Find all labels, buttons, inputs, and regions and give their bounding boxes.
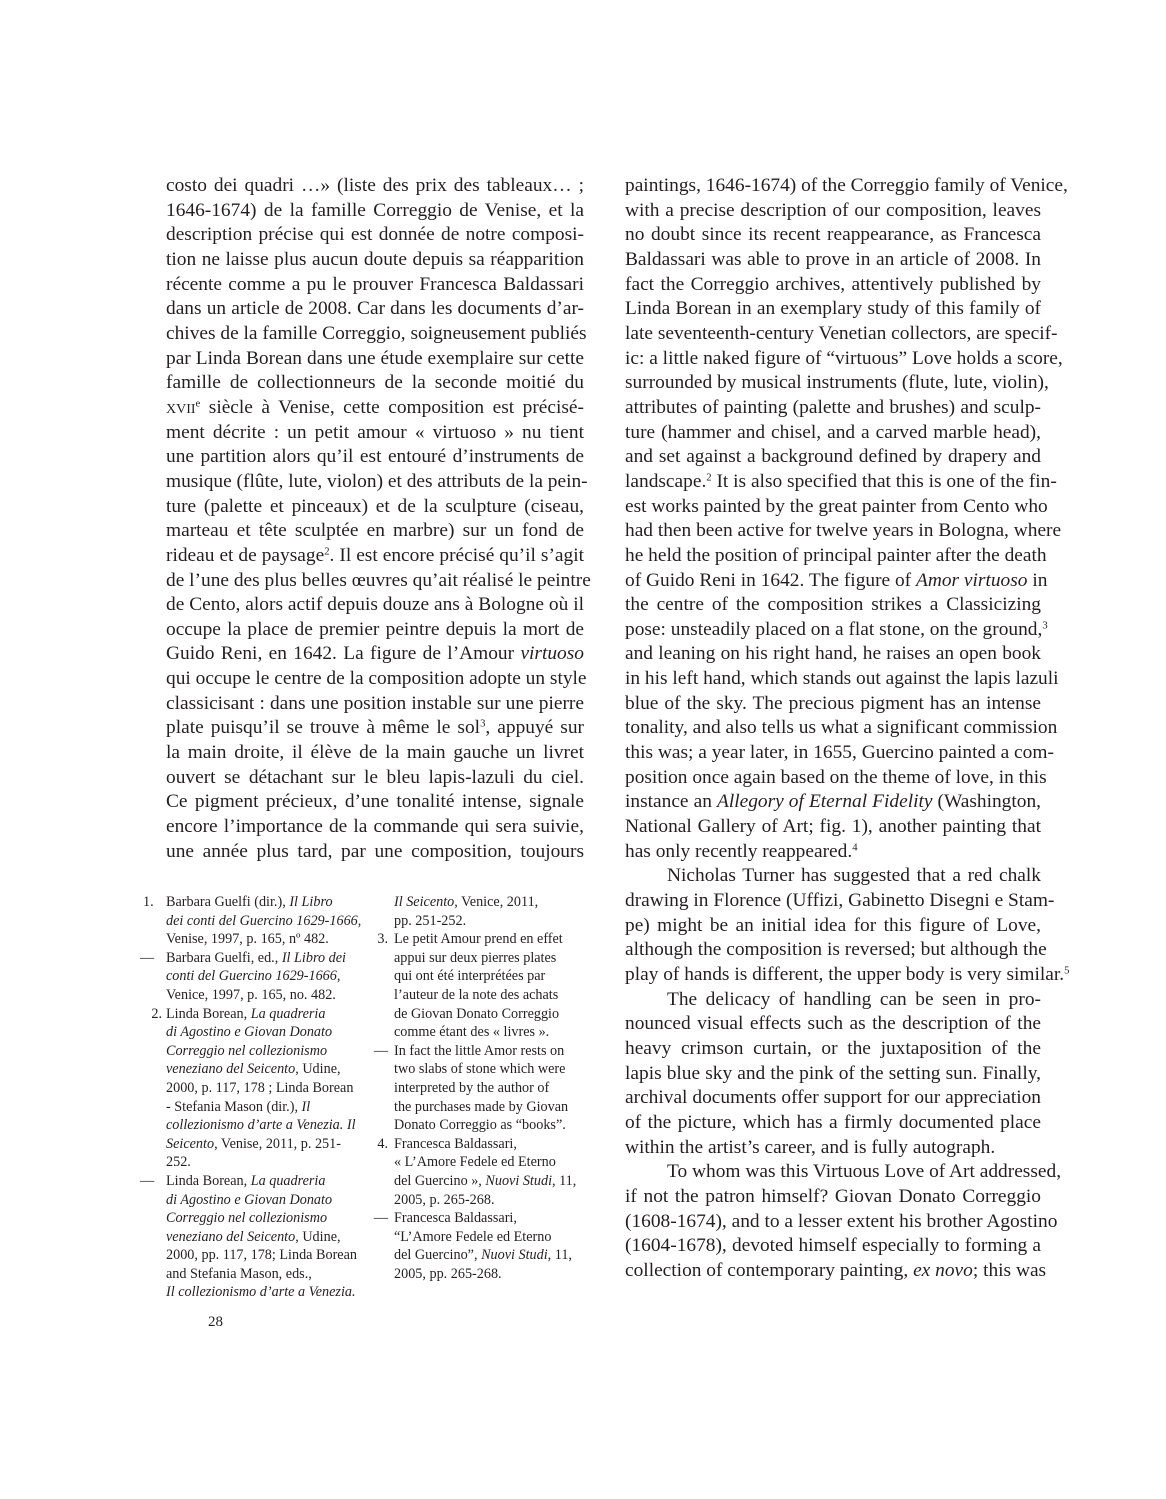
italic-title: Nuovi Studi	[481, 1247, 548, 1264]
text-run: del Guercino »,	[394, 1172, 486, 1189]
text-line: 2005, p. 265-268.	[394, 1191, 495, 1208]
footnotes-column-1	[140, 893, 365, 1302]
text-line: drawing in Florence (Uffizi, Gabinetto Disegni e Stam-	[625, 890, 1055, 912]
text-run: (Washington,	[932, 791, 1042, 813]
text-line: the centre of the composition strikes a Classicizing	[625, 594, 1041, 616]
text-run: rideau et de paysage	[166, 544, 325, 566]
text-line: surrounded by musical instruments (flute, lute, violin),	[625, 372, 1049, 394]
text-run: siècle à Venise, cette composition est précisé-	[200, 396, 584, 418]
text-line: and Stefania Mason, eds.,	[166, 1265, 312, 1282]
text-line: archival documents offer support for our appreciation	[625, 1087, 1041, 1109]
text-line: he held the position of principal painter after the death	[625, 544, 1047, 566]
text-line: (1608-1674), and to a lesser extent his brother Agostino	[625, 1210, 1058, 1232]
text-line: Ce pigment précieux, d’une tonalité intense, signale	[166, 791, 584, 813]
text-run: , Venice, 2011,	[454, 894, 539, 910]
text-line: est works painted by the great painter from Cento who	[625, 495, 1048, 517]
text-line: ic: a little naked figure of “virtuous” Love holds a score,	[625, 347, 1063, 369]
text-run: , Udine,	[295, 1228, 341, 1245]
footnote-4-english	[370, 1209, 592, 1283]
text-run: , Udine,	[295, 1061, 341, 1078]
page-number: 28	[208, 1314, 223, 1330]
text-run: Barbara Guelfi, ed.,	[166, 949, 282, 966]
italic-title: Il Libro	[289, 894, 333, 910]
italic-title: La quadreria	[250, 1005, 326, 1022]
text-run: . Il est encore précisé qu’il s’agit	[329, 544, 584, 566]
italic-title: Correggio nel collezionismo	[166, 1210, 328, 1227]
text-line	[166, 642, 584, 667]
text-line	[166, 544, 584, 569]
text-run: ; this was	[972, 1259, 1047, 1281]
footnote-ref-2[interactable]: 2	[706, 471, 712, 484]
text-line: and set against a background defined by drapery and	[625, 446, 1041, 468]
text-line: lapis blue sky and the pink of the setting sun. Finally,	[625, 1062, 1041, 1084]
text-run: Barbara Guelfi (dir.),	[166, 894, 290, 910]
text-line: famille de collectionneurs de la seconde moitié du	[166, 372, 584, 394]
text-line: encore l’importance de la commande qui sera suivie,	[166, 816, 584, 838]
text-line: pe) might be an initial idea for this figure of Love,	[625, 914, 1041, 936]
footnote-ref-3[interactable]: 3	[1042, 619, 1048, 632]
text-line: the purchases made by Giovan	[394, 1098, 569, 1115]
text-line: une année plus tard, par une composition, toujours	[166, 840, 584, 862]
text-line: ment décrite : un petit amour « virtuoso » nu tient	[166, 421, 584, 443]
text-line: musique (flûte, lute, violon) et des attributs de la pein-	[166, 470, 588, 492]
em-dash-marker: —	[373, 1042, 388, 1059]
text-run: , 11,	[552, 1172, 577, 1189]
text-run: in	[1027, 569, 1048, 591]
text-run: Linda Borean,	[166, 1005, 251, 1022]
italic-title: Il	[301, 1098, 311, 1115]
em-dash-marker: —	[140, 1172, 155, 1189]
text-line: 1646-1674) de la famille Correggio de Venise, et la	[166, 199, 584, 221]
text-run: instance an	[625, 791, 717, 813]
text-run: plate puisqu’il se trouve à même le sol	[166, 717, 481, 739]
footnote-4	[370, 1135, 592, 1209]
text-run: landscape.	[625, 470, 707, 492]
text-line	[625, 840, 1041, 865]
text-line: 2005, pp. 265-268.	[394, 1265, 502, 1282]
text-line: (1604-1678), devoted himself especially to forming a	[625, 1235, 1041, 1257]
italic-title: Amor virtuoso	[916, 569, 1028, 591]
text-line: par Linda Borean dans une étude exemplaire sur cette	[166, 347, 584, 369]
footnote-2-english-continued	[370, 893, 592, 930]
text-line: position once again based on the theme of love, in this	[625, 766, 1047, 788]
italic-title: conti del Guercino 1629-1666	[166, 968, 337, 985]
text-run: , appuyé sur	[485, 717, 584, 739]
text-line: la main droite, il élève de la main gauche un livret	[166, 742, 584, 764]
footnote-3-english	[370, 1042, 592, 1135]
text-line: une partition alors qu’il est entouré d’instruments de	[166, 446, 584, 468]
text-line: Francesca Baldassari,	[394, 1210, 517, 1227]
em-dash-marker: —	[373, 1210, 388, 1227]
footnote-2	[140, 1005, 365, 1172]
text-line: costo dei quadri …» (liste des prix des tableaux… ;	[166, 175, 584, 196]
italic-title: Il Seicento	[394, 894, 455, 910]
text-line: description précise qui est donnée de notre composi-	[166, 224, 584, 246]
text-line: Venice, 1997, p. 165, no. 482.	[166, 986, 336, 1003]
text-line: paintings, 1646-1674) of the Correggio family of Venice,	[625, 175, 1068, 196]
footnote-1	[140, 893, 365, 949]
italic-title: Nuovi Studi	[485, 1172, 553, 1189]
text-line: l’auteur de la note des achats	[394, 986, 559, 1003]
italic-title: collezionismo d’arte a Venezia. Il	[166, 1117, 356, 1134]
text-line: 2000, p. 117, 178 ; Linda Borean	[166, 1079, 354, 1096]
text-line: Venise, 1997, p. 165, nº 482.	[166, 931, 329, 948]
text-run: - Stefania Mason (dir.),	[166, 1098, 302, 1115]
text-line: Linda Borean in an exemplary study of this family of	[625, 298, 1041, 320]
text-line: classicisant : dans une position instable sur une pierre	[166, 692, 584, 714]
italic-title: dei conti del Guercino 1629-1666	[166, 912, 358, 929]
text-line	[166, 396, 584, 421]
text-line: Donato Correggio as “books”.	[394, 1117, 566, 1134]
footnote-3	[370, 930, 592, 1042]
text-line: late seventeenth-century Venetian collectors, are specif-	[625, 322, 1058, 344]
text-line: qui occupe le centre de la composition adopte un style	[166, 668, 587, 690]
text-line: blue of the sky. The precious pigment has an intense	[625, 692, 1041, 714]
text-line: 2000, pp. 117, 178; Linda Borean	[166, 1247, 357, 1264]
italic-title: di Agostino e Giovan Donato	[166, 1191, 333, 1208]
text-line	[166, 716, 584, 741]
text-run: Guido Reni, en 1642. La figure de l’Amour	[166, 643, 521, 665]
text-run: has only recently reappeared.	[625, 840, 853, 862]
text-line	[625, 470, 1057, 495]
text-line: qui ont été interprétées par	[394, 968, 546, 985]
text-line: of the picture, which has a firmly documented place	[625, 1111, 1041, 1133]
text-line: comme étant des « livres ».	[394, 1024, 550, 1041]
footnote-number: 4.	[377, 1135, 388, 1152]
text-line: nounced visual effects such as the description of the	[625, 1013, 1041, 1035]
body-column-french	[166, 174, 591, 864]
text-line: ture (hammer and chisel, and a carved marble head),	[625, 421, 1041, 443]
text-line: if not the patron himself? Giovan Donato Correggio	[625, 1185, 1041, 1207]
footnote-ref-2[interactable]: 2	[324, 545, 330, 558]
century-numeral: xvii	[166, 396, 196, 418]
text-run: It is also specified that this is one of the fin-	[711, 470, 1057, 492]
text-line: had then been active for twelve years in Bologna, where	[625, 520, 1062, 542]
text-line: To whom was this Virtuous Love of Art addressed,	[667, 1161, 1062, 1183]
text-run: , Venise, 2011, p. 251-252.	[166, 1135, 341, 1171]
text-run: collection of contemporary painting,	[625, 1259, 914, 1281]
text-line: appui sur deux pierres plates	[394, 949, 557, 966]
text-line: interpreted by the author of	[394, 1079, 550, 1096]
italic-title: Il Libro dei	[281, 949, 346, 966]
italic-title: Allegory of Eternal Fidelity	[716, 791, 933, 813]
italic-title: Correggio nel collezionismo	[166, 1042, 328, 1059]
text-run: of Guido Reni in 1642. The figure of	[625, 569, 916, 591]
text-line: Nicholas Turner has suggested that a red chalk	[667, 865, 1041, 887]
body-column-english	[625, 174, 1070, 1284]
text-line: The delicacy of handling can be seen in pro-	[667, 988, 1041, 1010]
text-line: no doubt since its recent reappearance, as Francesca	[625, 224, 1041, 246]
text-line: Baldassari was able to prove in an article of 2008. In	[625, 248, 1041, 270]
text-line: tonality, and also tells us what a significant commission	[625, 717, 1058, 739]
text-run: play of hands is different, the upper body is very similar.	[625, 964, 1065, 985]
text-line: National Gallery of Art; fig. 1), another painting that	[625, 816, 1041, 838]
text-run: , 11,	[547, 1247, 572, 1264]
text-line: and leaning on his right hand, he raises an open book	[625, 643, 1041, 665]
text-run: ,	[336, 968, 341, 985]
text-run: Linda Borean,	[166, 1172, 251, 1189]
text-run: ,	[357, 912, 362, 929]
text-line: heavy crimson curtain, or the juxtaposition of the	[625, 1037, 1041, 1059]
italic-title: Seicento	[166, 1135, 215, 1152]
text-line: Le petit Amour prend en effet	[394, 931, 563, 948]
italic-title: La quadreria	[250, 1172, 326, 1189]
footnote-ref-3[interactable]: 3	[480, 718, 486, 731]
text-line: although the composition is reversed; but although the	[625, 939, 1047, 961]
text-line: within the artist’s career, and is fully autograph.	[625, 1136, 996, 1158]
text-line: de Giovan Donato Correggio	[394, 1005, 560, 1022]
text-line: ouvert se détachant sur le bleu lapis-lazuli du ciel.	[166, 766, 584, 788]
footnote-ref-4[interactable]: 4	[852, 841, 858, 854]
text-line: “L’Amore Fedele ed Eterno	[394, 1228, 552, 1245]
italic-term: ex novo	[913, 1259, 973, 1281]
text-line: chives de la famille Correggio, soigneusement publiés	[166, 322, 587, 344]
text-line: in his left hand, which stands out against the lapis lazuli	[625, 668, 1059, 690]
text-line: attributes of painting (palette and brushes) and sculp-	[625, 396, 1041, 418]
superscript: e	[195, 397, 201, 410]
italic-title: veneziano del Seicento	[166, 1061, 296, 1078]
text-line	[625, 569, 1048, 594]
text-line: dans un article de 2008. Car dans les documents d’ar-	[166, 298, 584, 320]
text-line: Francesca Baldassari,	[394, 1135, 517, 1152]
text-line: marteau et tête sculptée en marbre) sur un fond de	[166, 520, 584, 542]
italic-title: Il collezionismo d’arte a Venezia.	[166, 1284, 356, 1301]
text-line: with a precise description of our composition, leaves	[625, 199, 1041, 221]
text-line: ture (palette et pinceaux) et de la sculpture (ciseau,	[166, 495, 584, 517]
text-line: pp. 251-252.	[394, 912, 467, 929]
text-line	[625, 963, 1070, 988]
footnote-number: 2.	[151, 1005, 162, 1022]
footnote-number: 3.	[377, 931, 388, 948]
text-line: this was; a year later, in 1655, Guercino painted a com-	[625, 742, 1054, 764]
italic-title: veneziano del Seicento	[166, 1228, 296, 1245]
text-line: tion ne laisse plus aucun doute depuis sa réapparition	[166, 248, 584, 270]
text-line: récente comme a pu le prouver Francesca Baldassari	[166, 273, 584, 295]
text-line	[625, 790, 1041, 815]
text-line: fact the Correggio archives, attentively published by	[625, 273, 1041, 295]
text-line: de l’une des plus belles œuvres qu’ait réalisé le peintre	[166, 569, 591, 591]
text-run: del Guercino”,	[394, 1247, 482, 1264]
text-run: pose: unsteadily placed on a flat stone, on the ground,	[625, 618, 1043, 640]
text-line	[625, 1259, 1047, 1284]
italic-term: virtuoso	[520, 643, 584, 665]
text-line: In fact the little Amor rests on	[394, 1042, 565, 1059]
footnotes-column-2	[370, 893, 592, 1283]
footnote-1-english	[140, 949, 365, 1005]
text-line: two slabs of stone which were	[394, 1061, 566, 1078]
text-line: occupe la place de premier peintre depuis la mort de	[166, 618, 584, 640]
text-line: « L’Amore Fedele ed Eterno	[394, 1154, 556, 1171]
footnote-number: 1.	[143, 894, 154, 910]
em-dash-marker: —	[140, 949, 155, 966]
footnote-ref-5[interactable]: 5	[1064, 964, 1070, 977]
footnote-2-english	[140, 1172, 365, 1302]
text-line	[625, 618, 1048, 643]
italic-title: di Agostino e Giovan Donato	[166, 1024, 333, 1041]
text-line: de Cento, alors actif depuis douze ans à Bologne où il	[166, 594, 584, 616]
